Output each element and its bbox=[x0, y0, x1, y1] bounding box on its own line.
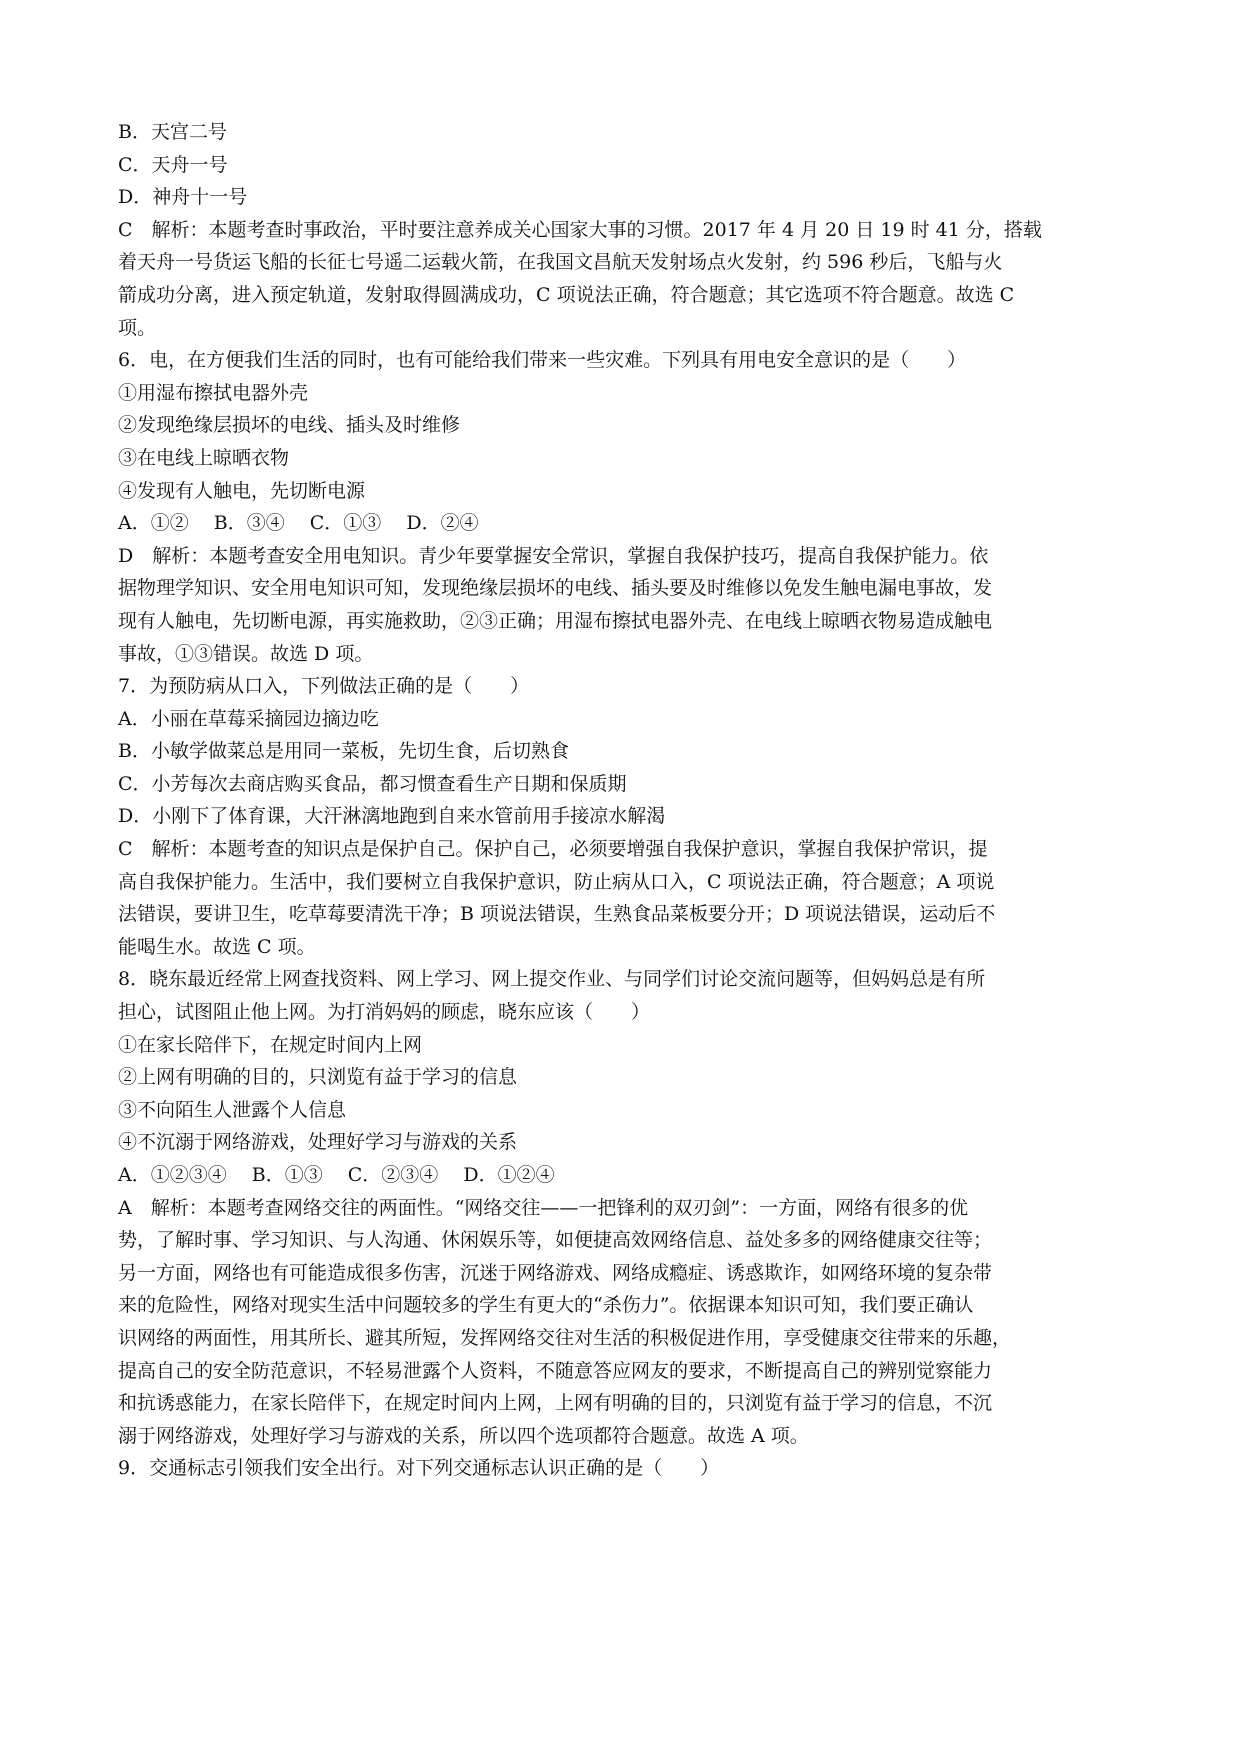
question-line: 6．电，在方便我们生活的同时，也有可能给我们带来一些灾难。下列具有用电安全意识的是（ ） bbox=[118, 349, 967, 372]
statement-line: ④发现有人触电，先切断电源 bbox=[118, 479, 366, 502]
analysis-line: 识网络的两面性，用其所长、避其所短，发挥网络交往对生活的积极促进作用，享受健康交往带来的乐趣， bbox=[118, 1326, 1012, 1349]
question-line: 8．晓东最近经常上网查找资料、网上学习、网上提交作业、与同学们讨论交流问题等，但妈妈总是有所 bbox=[118, 968, 986, 991]
analysis-line: 提高自己的安全防范意识，不轻易泄露个人资料，不随意答应网友的要求，不断提高自己的辨别觉察能力 bbox=[118, 1359, 993, 1382]
analysis-line: 能喝生水。故选 C 项。 bbox=[118, 935, 316, 958]
analysis-line: A 解析：本题考查网络交往的两面性。“网络交往——一把锋利的双刃剑”：一方面，网络有很多的优 bbox=[118, 1196, 969, 1219]
statement-line: ②上网有明确的目的，只浏览有益于学习的信息 bbox=[118, 1066, 518, 1089]
analysis-line: 着天舟一号货运飞船的长征七号遥二运载火箭，在我国文昌航天发射场点火发射，约 596 秒后，飞船与火 bbox=[118, 251, 1003, 274]
analysis-line: 溺于网络游戏，处理好学习与游戏的关系，所以四个选项都符合题意。故选 A 项。 bbox=[118, 1424, 809, 1447]
option-line: B．天宫二号 bbox=[118, 121, 227, 143]
analysis-line: 现有人触电，先切断电源，再实施救助，②③正确；用湿布擦拭电器外壳、在电线上晾晒衣物易造成触电 bbox=[118, 609, 993, 632]
analysis-line: 和抗诱惑能力，在家长陪伴下，在规定时间内上网，上网有明确的目的，只浏览有益于学习的信息，不沉 bbox=[118, 1392, 993, 1415]
statement-line: ④不沉溺于网络游戏，处理好学习与游戏的关系 bbox=[118, 1131, 518, 1154]
statement-line: ①在家长陪伴下，在规定时间内上网 bbox=[118, 1033, 423, 1056]
options-row: A．①②③④ B．①③ C．②③④ D．①②④ bbox=[118, 1164, 555, 1186]
statement-line: ②发现绝缘层损坏的电线、插头及时维修 bbox=[118, 414, 461, 437]
analysis-line: C 解析：本题考查的知识点是保护自己。保护自己，必须要增强自我保护意识，掌握自我保护常识，提 bbox=[118, 838, 988, 861]
analysis-line: D 解析：本题考查安全用电知识。青少年要掌握安全常识，掌握自我保护技巧，提高自我保护能力。依 bbox=[118, 544, 989, 567]
analysis-line: 来的危险性，网络对现实生活中问题较多的学生有更大的“杀伤力”。依据课本知识可知，我们要正确认 bbox=[118, 1294, 974, 1317]
option-line: A．小丽在草莓采摘园边摘边吃 bbox=[118, 707, 379, 730]
statement-line: ①用湿布擦拭电器外壳 bbox=[118, 381, 309, 404]
document-page bbox=[118, 116, 1128, 1485]
option-line: D．小刚下了体育课，大汗淋漓地跑到自来水管前用手接凉水解渴 bbox=[118, 805, 666, 828]
statement-line: ③在电线上晾晒衣物 bbox=[118, 446, 290, 469]
analysis-line: C 解析：本题考查时事政治，平时要注意养成关心国家大事的习惯。2017 年 4 月 20 日 19 时 41 分，搭载 bbox=[118, 218, 1042, 241]
analysis-line: 据物理学知识、安全用电知识可知，发现绝缘层损坏的电线、插头要及时维修以免发生触电漏电事故，发 bbox=[118, 577, 993, 600]
analysis-line: 箭成功分离，进入预定轨道，发射取得圆满成功，C 项说法正确，符合题意；其它选项不符合题意。故选 C bbox=[118, 283, 1015, 306]
option-line: C．天舟一号 bbox=[118, 153, 228, 176]
analysis-line: 另一方面，网络也有可能造成很多伤害，沉迷于网络游戏、网络成瘾症、诱惑欺诈，如网络环境的复杂带 bbox=[118, 1261, 993, 1284]
analysis-line: 事故，①③错误。故选 D 项。 bbox=[118, 642, 374, 665]
analysis-line: 高自我保护能力。生活中，我们要树立自我保护意识，防止病从口入，C 项说法正确，符合题意；A 项说 bbox=[118, 870, 995, 893]
question-line: 7．为预防病从口入，下列做法正确的是（ ） bbox=[118, 675, 530, 698]
option-line: D．神舟十一号 bbox=[118, 186, 248, 209]
analysis-line: 法错误，要讲卫生，吃草莓要清洗干净；B 项说法错误，生熟食品菜板要分开；D 项说法错误，运动后不 bbox=[118, 903, 996, 926]
statement-line: ③不向陌生人泄露个人信息 bbox=[118, 1098, 347, 1121]
question-line: 9．交通标志引领我们安全出行。对下列交通标志认识正确的是（ ） bbox=[118, 1457, 720, 1480]
analysis-line: 项。 bbox=[118, 316, 157, 339]
question-line: 担心，试图阻止他上网。为打消妈妈的顾虑，晓东应该（ ） bbox=[118, 1001, 651, 1024]
options-row: A．①② B．③④ C．①③ D．②④ bbox=[118, 512, 479, 535]
option-line: B．小敏学做菜总是用同一菜板，先切生食，后切熟食 bbox=[118, 740, 569, 763]
option-line: C．小芳每次去商店购买食品，都习惯查看生产日期和保质期 bbox=[118, 772, 627, 795]
analysis-line: 势，了解时事、学习知识、与人沟通、休闲娱乐等，如便捷高效网络信息、益处多多的网络健康交往等； bbox=[118, 1229, 993, 1252]
